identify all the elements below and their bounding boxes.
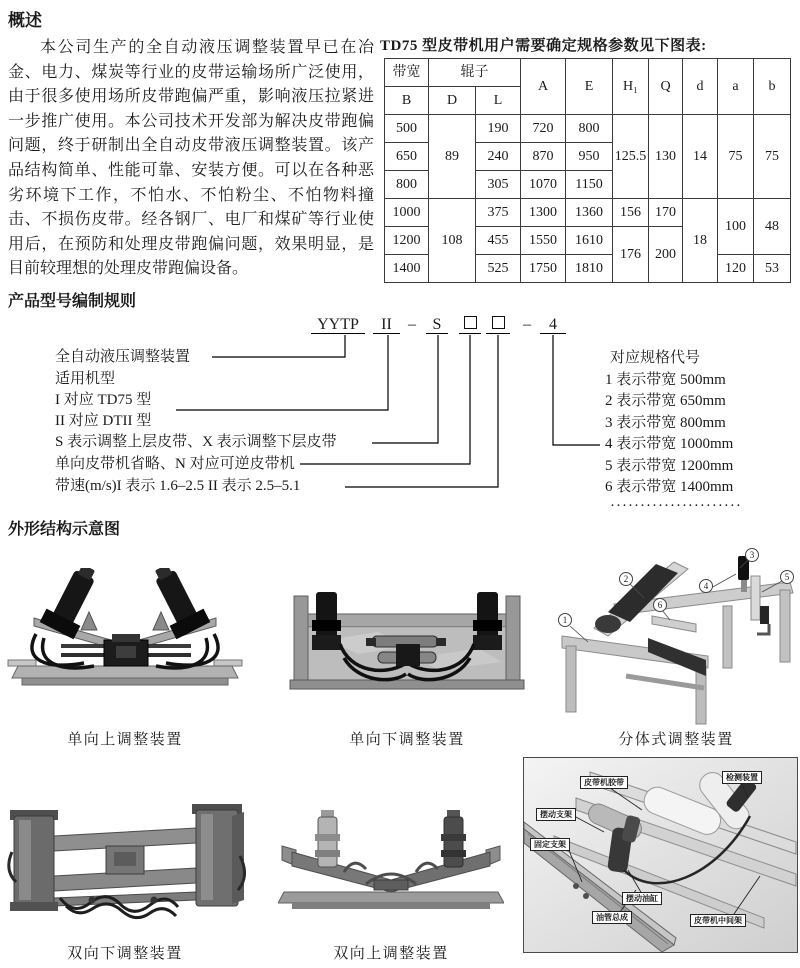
spec-table-cell: 1150 xyxy=(566,171,613,199)
spec-table-cell: 75 xyxy=(754,115,791,199)
diagram-label-pipe-assembly: 油管总成 xyxy=(592,911,632,924)
spec-table-cell: 1360 xyxy=(566,199,613,227)
spec-table-cell: B xyxy=(385,87,429,115)
diagram-label-swing-cylinder: 摆动油缸 xyxy=(622,892,662,905)
svg-text:2: 2 xyxy=(623,574,629,584)
cylinder-icon xyxy=(441,810,466,867)
spec-table-cell: 100 xyxy=(718,199,754,255)
svg-text:6: 6 xyxy=(657,600,663,610)
model-label-machine: 适用机型 xyxy=(55,371,116,387)
diagram-label-swing-bracket: 摆动支架 xyxy=(536,808,576,821)
spec-table-cell: 18 xyxy=(683,199,718,283)
spec-table-cell: 720 xyxy=(521,115,566,143)
spec-table-cell: 650 xyxy=(385,143,429,171)
installation-diagram xyxy=(523,757,798,953)
spec-code-item: 2 表示带宽 650mm xyxy=(605,393,726,409)
spec-table-cell: 120 xyxy=(718,255,754,283)
spec-table-cell: 375 xyxy=(476,199,521,227)
overview-heading: 概述 xyxy=(8,11,42,30)
model-code-prefix: YYTP xyxy=(311,316,365,334)
spec-table-cell: H₁ xyxy=(613,59,649,115)
model-code-dash-1: – xyxy=(408,316,416,333)
spec-table-cell: 950 xyxy=(566,143,613,171)
spec-table-cell: 53 xyxy=(754,255,791,283)
model-code-spec: 4 xyxy=(540,316,566,334)
spec-table-cell: 1070 xyxy=(521,171,566,199)
single-up-adjuster-photo xyxy=(6,568,244,696)
model-code-box-1 xyxy=(459,316,481,334)
spec-table-cell: 125.5 xyxy=(613,115,649,199)
spec-codes-heading: 对应规格代号 xyxy=(610,350,701,366)
model-code-box-2 xyxy=(486,316,510,334)
double-up-adjuster-photo xyxy=(278,808,504,920)
placeholder-box-icon xyxy=(492,316,505,329)
spec-table-cell: Q xyxy=(649,59,683,115)
svg-text:5: 5 xyxy=(784,572,790,582)
model-code-dash-2: – xyxy=(523,316,531,333)
spec-table-cell: 1000 xyxy=(385,199,429,227)
spec-table-cell: 305 xyxy=(476,171,521,199)
figure-caption: 分体式调整装置 xyxy=(618,732,734,748)
spec-table-cell: D xyxy=(429,87,476,115)
hydraulic-cylinder-icon xyxy=(312,592,341,650)
spec-table-cell: 190 xyxy=(476,115,521,143)
spec-code-item: 6 表示带宽 1400mm xyxy=(605,479,734,495)
spec-table-cell: a xyxy=(718,59,754,115)
cylinder-unit-icon xyxy=(9,810,58,911)
spec-code-ellipsis: ······················ xyxy=(610,498,742,514)
spec-table-cell: 75 xyxy=(718,115,754,199)
model-label-device: 全自动液压调整装置 xyxy=(55,349,191,365)
spec-table-cell: 108 xyxy=(429,199,476,283)
model-label-speed: 带速(m/s)I 表示 1.6–2.5 II 表示 2.5–5.1 xyxy=(55,478,301,494)
spec-code-item: 5 表示带宽 1200mm xyxy=(605,458,734,474)
spec-table-cell: 240 xyxy=(476,143,521,171)
spec-table-cell: 14 xyxy=(683,115,718,199)
diagram-label-belt: 皮带机胶带 xyxy=(580,776,628,789)
cylinder-unit-icon xyxy=(192,804,245,906)
overview-paragraph: 本公司生产的全自动液压调整装置早已在冶金、电力、煤炭等行业的皮带运输场所广泛使用，由于很多使用场所皮带跑偏严重，影响液压拉紧进一步推广使用。本公司技术开发部为解决皮带跑偏问题，终于研制出全自动皮带液压调整装置。该产品结构简单、性能可靠、安装方便。可以在各种恶劣环境下工作，不怕水、不怕粉尘、不怕物料撞击、不损伤皮带。经各钢厂、电厂和煤矿等行业使用后，在预防和处理皮带跑偏问题，效果明显，是目前较理想的处理皮带跑偏设备。 xyxy=(8,39,374,278)
spec-table-cell: 156 xyxy=(613,199,649,227)
spec-table-cell: 1810 xyxy=(566,255,613,283)
diagram-label-detector: 检测装置 xyxy=(722,771,762,784)
model-code-adjust: S xyxy=(426,316,448,334)
spec-code-item: 1 表示带宽 500mm xyxy=(605,372,726,388)
spec-table-cell: 176 xyxy=(613,227,649,283)
spec-table-cell: 89 xyxy=(429,115,476,199)
spec-table-cell: L xyxy=(476,87,521,115)
spec-table-cell: d xyxy=(683,59,718,115)
spec-table-cell: E xyxy=(566,59,613,115)
spec-table-cell: 170 xyxy=(649,199,683,227)
spec-table-cell: 200 xyxy=(649,227,683,283)
figure-caption: 单向上调整装置 xyxy=(67,732,183,748)
belt-roller-icon xyxy=(608,564,678,622)
placeholder-box-icon xyxy=(464,316,477,329)
spec-table-cell: 48 xyxy=(754,199,791,255)
spec-table-cell: 1400 xyxy=(385,255,429,283)
diagram-label-middle-frame: 皮带机中间架 xyxy=(690,914,746,927)
spec-table-cell: 500 xyxy=(385,115,429,143)
spec-table-cell: 辊子 xyxy=(429,59,521,87)
hydraulic-cylinder-icon xyxy=(473,592,502,650)
cylinder-icon xyxy=(315,810,340,867)
spec-table-cell: A xyxy=(521,59,566,115)
svg-text:4: 4 xyxy=(703,581,709,591)
spec-table-cell: 1300 xyxy=(521,199,566,227)
model-label-reversible: 单向皮带机省略、N 对应可逆皮带机 xyxy=(55,456,295,472)
model-label-dtii: II 对应 DTII 型 xyxy=(55,413,152,429)
spec-table-cell: 1750 xyxy=(521,255,566,283)
spec-table-cell: b xyxy=(754,59,791,115)
structure-heading: 外形结构示意图 xyxy=(8,521,121,538)
spec-table xyxy=(384,58,791,283)
spec-table-cell: 130 xyxy=(649,115,683,199)
svg-text:3: 3 xyxy=(749,550,755,560)
spec-table-cell: 1550 xyxy=(521,227,566,255)
diagram-label-fixed-bracket: 固定支架 xyxy=(530,838,570,851)
spec-table-caption: TD75 型皮带机用户需要确定规格参数见下图表: xyxy=(380,38,707,54)
model-code-machine-type: II xyxy=(373,316,400,334)
model-label-td75: I 对应 TD75 型 xyxy=(55,392,152,408)
spec-code-item: 4 表示带宽 1000mm xyxy=(605,436,734,452)
spec-table-cell: 带宽 xyxy=(385,59,429,87)
spec-code-item: 3 表示带宽 800mm xyxy=(605,415,726,431)
spec-table-cell: 870 xyxy=(521,143,566,171)
spec-table-cell: 1200 xyxy=(385,227,429,255)
svg-text:1: 1 xyxy=(562,615,568,625)
figure-caption: 双向上调整装置 xyxy=(333,946,449,962)
model-rules-heading: 产品型号编制规则 xyxy=(8,293,137,310)
spec-table-cell: 800 xyxy=(566,115,613,143)
spec-table-cell: 525 xyxy=(476,255,521,283)
split-type-adjuster-drawing xyxy=(556,548,796,728)
double-down-adjuster-photo xyxy=(4,802,246,932)
model-label-layer: S 表示调整上层皮带、X 表示调整下层皮带 xyxy=(55,434,337,450)
figure-caption: 单向下调整装置 xyxy=(349,732,465,748)
figure-caption: 双向下调整装置 xyxy=(67,946,183,962)
spec-table-cell: 1610 xyxy=(566,227,613,255)
spec-table-cell: 800 xyxy=(385,171,429,199)
spec-table-cell: 455 xyxy=(476,227,521,255)
single-down-adjuster-photo xyxy=(288,588,526,696)
